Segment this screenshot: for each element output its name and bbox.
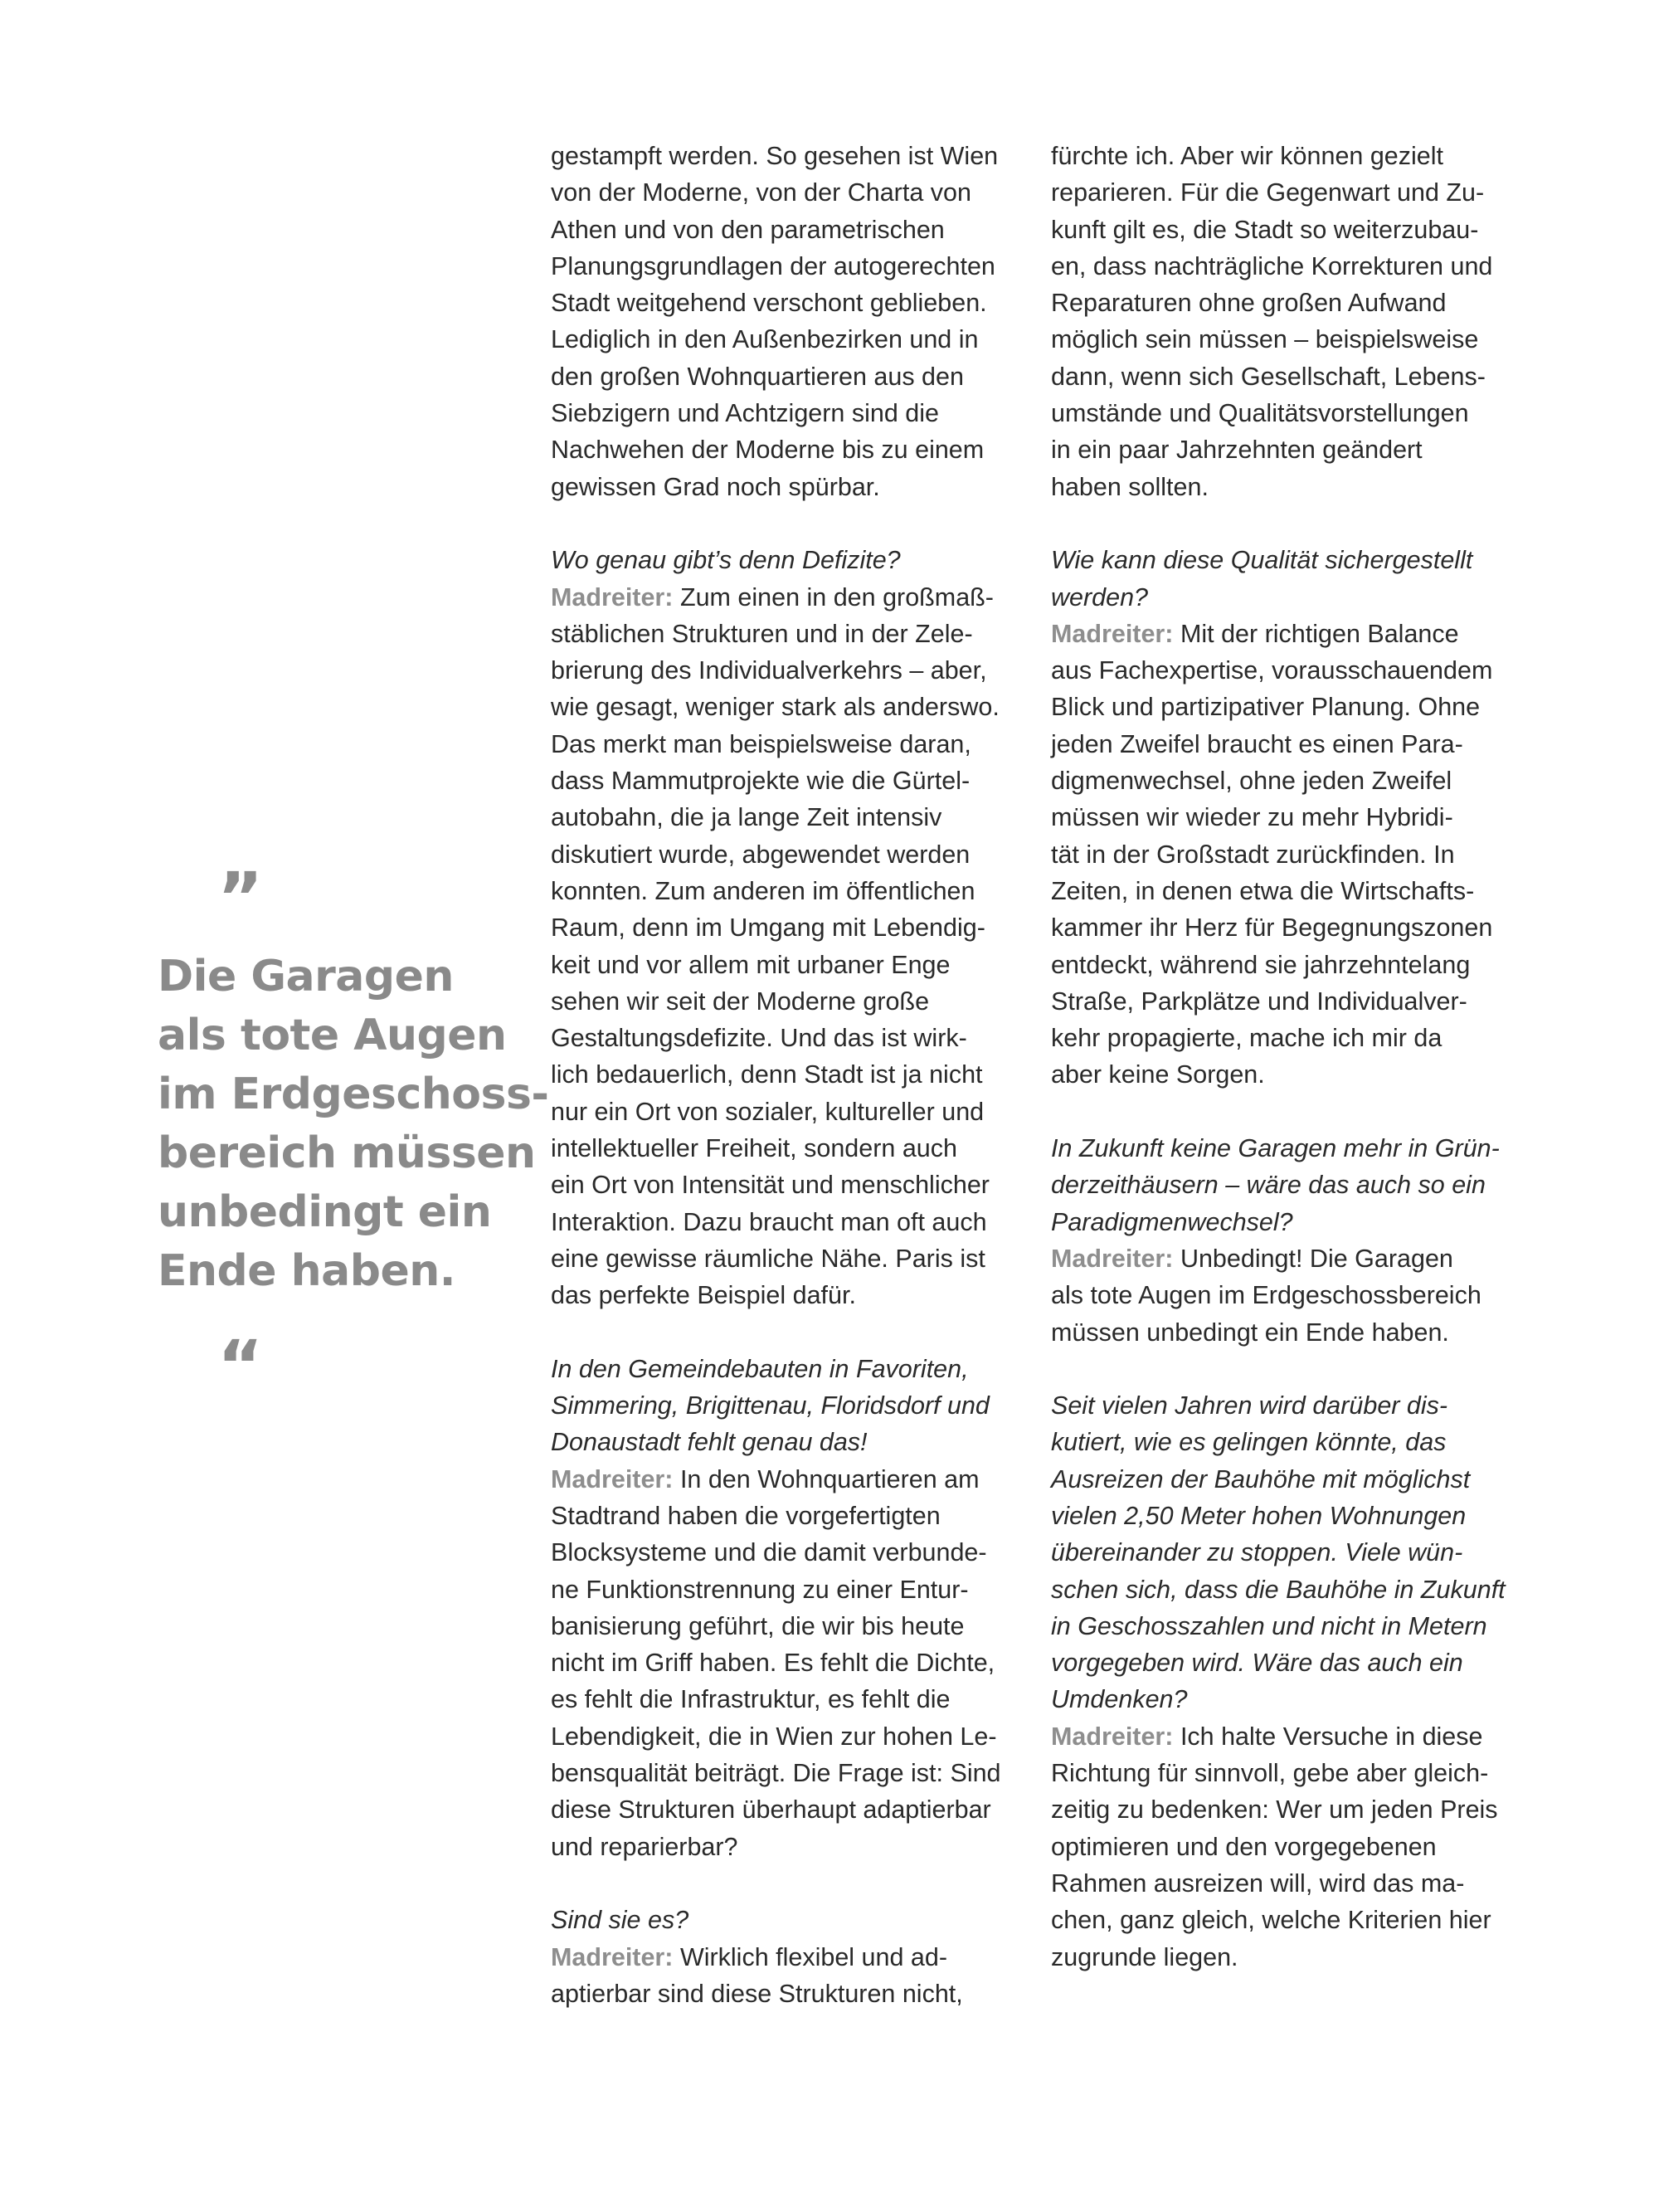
body-text-line: konnten. Zum anderen im öffentlichen: [551, 876, 975, 905]
body-text-line: Siebzigern und Achtzigern sind die: [551, 399, 939, 428]
body-text-line: dass Mammutprojekte wie die Gürtel-: [551, 767, 971, 796]
body-text-line: Blick und partizipativer Planung. Ohne: [1051, 693, 1481, 722]
paragraph-gap: [551, 1314, 1032, 1351]
answer-first-line: [1051, 616, 1532, 652]
left-text-column: [551, 138, 1032, 2012]
body-text-line: gewissen Grad noch spürbar.: [551, 472, 880, 501]
body-text-line: Reparaturen ohne großen Aufwand: [1051, 289, 1447, 318]
body-text-line: müssen unbedingt ein Ende haben.: [1051, 1318, 1449, 1347]
body-text-line: in ein paar Jahrzehnten geändert: [1051, 436, 1423, 465]
paragraph-gap: [551, 505, 1032, 542]
body-text-line: Rahmen ausreizen will, wird das ma-: [1051, 1869, 1465, 1898]
paragraph-gap: [1051, 505, 1532, 542]
body-text-line: sehen wir seit der Moderne große: [551, 987, 930, 1016]
speaker-label: Madreiter:: [551, 1464, 674, 1493]
body-text-line: Stadtrand haben die vorgefertigten: [551, 1501, 941, 1530]
body-text-line: chen, ganz gleich, welche Kriterien hier: [1051, 1906, 1491, 1935]
interview-question-line: vielen 2,50 Meter hohen Wohnungen: [1051, 1501, 1467, 1530]
body-text-line: Zeiten, in denen etwa die Wirtschafts-: [1051, 876, 1475, 905]
body-text-line: Das merkt man beispielsweise daran,: [551, 729, 971, 758]
body-text-line: entdeckt, während sie jahrzehntelang: [1051, 950, 1471, 979]
speaker-label: Madreiter:: [551, 1942, 674, 1971]
body-text-line: brierung des Individualverkehrs – aber,: [551, 656, 987, 685]
interview-question-line: Seit vielen Jahren wird darüber dis-: [1051, 1391, 1448, 1420]
body-text-line: von der Moderne, von der Charta von: [551, 178, 971, 207]
interview-question-line: vorgegeben wird. Wäre das auch ein: [1051, 1649, 1463, 1678]
pull-quote-line: Ende haben.: [158, 1246, 456, 1296]
pull-quote-line: im Erdgeschoss-: [158, 1069, 549, 1119]
body-text-line: fürchte ich. Aber wir können gezielt: [1051, 142, 1444, 170]
body-text-line: kunft gilt es, die Stadt so weiterzubau-: [1051, 215, 1479, 244]
answer-text: Unbedingt! Die Garagen: [1180, 1244, 1453, 1273]
right-text-column: [1051, 138, 1532, 1976]
body-text-line: autobahn, die ja lange Zeit intensiv: [551, 803, 942, 832]
speaker-label: Madreiter:: [1051, 619, 1174, 648]
body-text-line: tät in der Großstadt zurückfinden. In: [1051, 840, 1455, 869]
interview-question-line: Paradigmenwechsel?: [1051, 1207, 1293, 1236]
opening-quote-mark: ”: [217, 857, 259, 938]
closing-quote-mark: “: [217, 1325, 259, 1406]
answer-first-line: [1051, 1240, 1532, 1277]
body-text-line: Blocksysteme und die damit verbunde-: [551, 1538, 987, 1567]
body-text-line: keit und vor allem mit urbaner Enge: [551, 950, 951, 979]
body-text-line: digmenwechsel, ohne jeden Zweifel: [1051, 767, 1452, 796]
body-text-line: und reparierbar?: [551, 1832, 738, 1861]
answer-first-line: [551, 579, 1032, 616]
body-text-line: nicht im Griff haben. Es fehlt die Dichte,: [551, 1649, 995, 1678]
body-text-line: en, dass nachträgliche Korrekturen und: [1051, 251, 1493, 280]
body-text-line: Raum, denn im Umgang mit Lebendig-: [551, 914, 985, 943]
body-text-line: diese Strukturen überhaupt adaptierbar: [551, 1795, 991, 1825]
body-text-line: wie gesagt, weniger stark als anderswo.: [551, 693, 1000, 722]
body-text-line: kammer ihr Herz für Begegnungszonen: [1051, 914, 1493, 943]
answer-text: Ich halte Versuche in diese: [1180, 1722, 1483, 1751]
answer-text: Zum einen in den großmaß-: [679, 582, 994, 611]
answer-text: Wirklich flexibel und ad-: [679, 1942, 948, 1971]
body-text-line: banisierung geführt, die wir bis heute: [551, 1611, 965, 1640]
body-text-line: umstände und Qualitätsvorstellungen: [1051, 399, 1469, 428]
interview-question-line: werden?: [1051, 582, 1148, 611]
body-text-line: lich bedauerlich, denn Stadt ist ja nicht: [551, 1060, 983, 1089]
body-text-line: Lebendigkeit, die in Wien zur hohen Le-: [551, 1722, 997, 1751]
body-text-line: jeden Zweifel braucht es einen Para-: [1051, 729, 1463, 758]
pull-quote-line: Die Garagen: [158, 952, 454, 1001]
body-text-line: stäblichen Strukturen und in der Zele-: [551, 619, 973, 648]
body-text-line: Interaktion. Dazu braucht man oft auch: [551, 1207, 987, 1236]
speaker-label: Madreiter:: [1051, 1722, 1174, 1751]
body-text-line: aptierbar sind diese Strukturen nicht,: [551, 1979, 963, 2008]
interview-question-line: Wie kann diese Qualität sichergestellt: [1051, 546, 1473, 575]
interview-question-line: Sind sie es?: [551, 1906, 689, 1935]
interview-question-line: derzeithäusern – wäre das auch so ein: [1051, 1171, 1486, 1200]
body-text-line: Athen und von den parametrischen: [551, 215, 945, 244]
body-text-line: das perfekte Beispiel dafür.: [551, 1281, 856, 1310]
paragraph-gap: [1051, 1094, 1532, 1130]
answer-first-line: [1051, 1718, 1532, 1755]
body-text-line: es fehlt die Infrastruktur, es fehlt die: [551, 1685, 951, 1714]
speaker-label: Madreiter:: [551, 582, 674, 611]
body-text-line: gestampft werden. So gesehen ist Wien: [551, 142, 999, 170]
interview-question-line: Wo genau gibt’s denn Defizite?: [551, 546, 901, 575]
interview-question-line: In den Gemeindebauten in Favoriten,: [551, 1354, 969, 1383]
body-text-line: aus Fachexpertise, vorausschauendem: [1051, 656, 1493, 685]
body-text-line: Planungsgrundlagen der autogerechten: [551, 251, 995, 280]
interview-question-line: Simmering, Brigittenau, Floridsdorf und: [551, 1391, 990, 1420]
body-text-line: aber keine Sorgen.: [1051, 1060, 1265, 1089]
body-text-line: ne Funktionstrennung zu einer Entur-: [551, 1575, 969, 1604]
body-text-line: müssen wir wieder zu mehr Hybridi-: [1051, 803, 1453, 832]
body-text-line: intellektueller Freiheit, sondern auch: [551, 1134, 957, 1163]
body-text-line: Stadt weitgehend verschont geblieben.: [551, 289, 987, 318]
answer-first-line: [551, 1939, 1032, 1976]
body-text-line: möglich sein müssen – beispielsweise: [1051, 325, 1479, 354]
body-text-line: bensqualität beiträgt. Die Frage ist: Sind: [551, 1759, 1001, 1788]
pull-quote-line: bereich müssen: [158, 1128, 536, 1178]
body-text-line: reparieren. Für die Gegenwart und Zu-: [1051, 178, 1485, 207]
paragraph-gap: [551, 1865, 1032, 1902]
answer-first-line: [551, 1461, 1032, 1498]
body-text-line: haben sollten.: [1051, 472, 1209, 501]
body-text-line: zeitig zu bedenken: Wer um jeden Preis: [1051, 1795, 1498, 1825]
body-text-line: dann, wenn sich Gesellschaft, Lebens-: [1051, 362, 1486, 391]
body-text-line: Straße, Parkplätze und Individualver-: [1051, 987, 1467, 1016]
interview-question-line: Donaustadt fehlt genau das!: [551, 1428, 868, 1457]
body-text-line: eine gewisse räumliche Nähe. Paris ist: [551, 1244, 985, 1273]
body-text-line: den großen Wohnquartieren aus den: [551, 362, 964, 391]
interview-question-line: Umdenken?: [1051, 1685, 1188, 1714]
pull-quote-text: [158, 948, 549, 1301]
speaker-label: Madreiter:: [1051, 1244, 1174, 1273]
pull-quote-line: unbedingt ein: [158, 1187, 492, 1237]
body-text-line: Gestaltungsdefizite. Und das ist wirk-: [551, 1024, 967, 1053]
body-text-line: Nachwehen der Moderne bis zu einem: [551, 436, 985, 465]
interview-question-line: übereinander zu stoppen. Viele wün-: [1051, 1538, 1463, 1567]
pull-quote: [158, 857, 549, 1406]
body-text-line: optimieren und den vorgegebenen: [1051, 1832, 1437, 1861]
interview-question-line: Ausreizen der Bauhöhe mit möglichst: [1051, 1464, 1471, 1493]
paragraph-gap: [1051, 1351, 1532, 1387]
body-text-line: nur ein Ort von sozialer, kultureller und: [551, 1097, 985, 1126]
body-text-line: als tote Augen im Erdgeschossbereich: [1051, 1281, 1481, 1310]
interview-question-line: In Zukunft keine Garagen mehr in Grün-: [1051, 1134, 1500, 1163]
body-text-line: Richtung für sinnvoll, gebe aber gleich-: [1051, 1759, 1489, 1788]
interview-question-line: schen sich, dass die Bauhöhe in Zukunft: [1051, 1575, 1506, 1604]
body-text-line: zugrunde liegen.: [1051, 1942, 1238, 1971]
interview-question-line: in Geschosszahlen und nicht in Metern: [1051, 1611, 1487, 1640]
interview-question-line: kutiert, wie es gelingen könnte, das: [1051, 1428, 1447, 1457]
body-text-line: ein Ort von Intensität und menschlicher: [551, 1171, 990, 1200]
answer-text: Mit der richtigen Balance: [1180, 619, 1459, 648]
answer-text: In den Wohnquartieren am: [679, 1464, 980, 1493]
body-text-line: diskutiert wurde, abgewendet werden: [551, 840, 971, 869]
pull-quote-line: als tote Augen: [158, 1011, 507, 1060]
body-text-line: Lediglich in den Außenbezirken und in: [551, 325, 979, 354]
body-text-line: kehr propagierte, mache ich mir da: [1051, 1024, 1443, 1053]
